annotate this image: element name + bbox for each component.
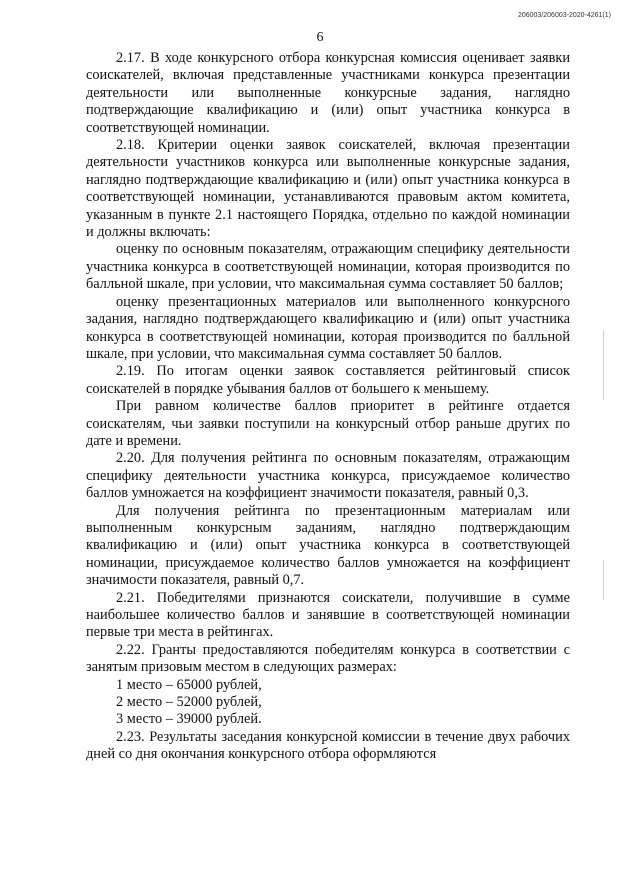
prize-third-place: 3 место – 39000 рублей. — [116, 711, 262, 728]
paragraph-2-23: 2.23. Результаты заседания конкурсной комиссии в течение двух рабочих дней со дня окончания конкурсного отбора оформляются — [86, 728, 570, 763]
criteria-item-main-indicators: оценку по основным показателям, отражающим специфику деятельности участника конкурса в соответствующей номинации, которая производится по балльной шкале, при условии, что максимальная сумма составляет 50 баллов; — [86, 241, 570, 293]
scan-artifact-line — [603, 560, 604, 600]
prize-second-place: 2 место – 52000 рублей, — [116, 694, 262, 711]
page-number: 6 — [316, 30, 324, 45]
paragraph-equal-score-priority: При равном количестве баллов приоритет в рейтинге отдается соискателям, чьи заявки поступили на конкурсный отбор раньше других по дате и времени. — [86, 398, 570, 449]
paragraph-2-22: 2.22. Гранты предоставляются победителям конкурса в соответствии с занятым призовым местом в следующих размерах: — [86, 641, 570, 676]
paragraph-2-21: 2.21. Победителями признаются соискатели, получившие в сумме наибольшее количество баллов и занявшие в соответствующей номинации первые три места в рейтингах. — [86, 589, 570, 641]
document-body — [86, 50, 570, 764]
criteria-item-presentation: оценку презентационных материалов или выполненного конкурсного задания, наглядно подтверждающего квалификацию и (или) опыт участника конкурса в соответствующей номинации, которая производится по балльной шкале, при условии, что максимальная сумма составляет 50 баллов. — [86, 293, 570, 362]
paragraph-2-18: 2.18. Критерии оценки заявок соискателей, включая презентации деятельности участников конкурса или выполненные конкурсные задания, наглядно подтверждающие квалификацию и (или) опыт участника конкурса в соответствующей номинации, устанавливаются правовым актом комитета, указанным в пункте 2.1 настоящего Порядка, отдельно по каждой номинации и должны включать: — [86, 137, 570, 241]
paragraph-2-19: 2.19. По итогам оценки заявок составляется рейтинговый список соискателей в порядке убывания баллов от большего к меньшему. — [86, 363, 570, 397]
paragraph-presentation-rating: Для получения рейтинга по презентационным материалам или выполненным конкурсным заданиям, наглядно подтверждающим квалификацию и (или) опыт участника конкурса в соответствующей номинации, присуждаемое количество баллов умножается на коэффициент значимости показателя, равный 0,7. — [86, 502, 570, 589]
prize-first-place: 1 место – 65000 рублей, — [116, 676, 262, 693]
scan-artifact-line — [603, 330, 604, 400]
document-id-stamp: 206003/206003-2020-4261(1) — [517, 12, 611, 19]
paragraph-2-20: 2.20. Для получения рейтинга по основным показателям, отражающим специфику деятельности участника конкурса, присуждаемое количество баллов умножается на коэффициент значимости показателя, равный 0,3. — [86, 450, 570, 502]
paragraph-2-17: 2.17. В ходе конкурсного отбора конкурсная комиссия оценивает заявки соискателей, включая представленные участниками конкурса презентации деятельности или выполненные конкурсные задания, наглядно подтверждающие квалификацию и (или) опыт участника конкурса в соответствующей номинации. — [86, 50, 570, 136]
